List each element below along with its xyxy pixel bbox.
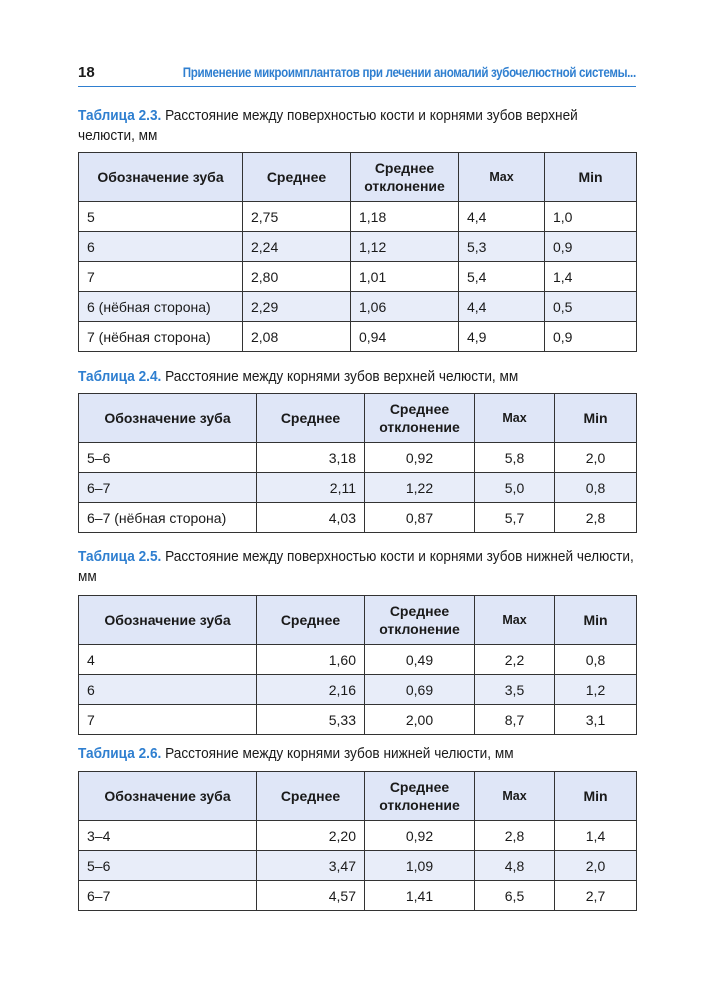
table-row xyxy=(79,705,637,735)
table-cell: 2,00 xyxy=(365,705,475,735)
table-row xyxy=(79,675,637,705)
column-header: Среднее отклонение xyxy=(365,772,475,821)
caption-text: Расстояние между корнями зубов нижней челюсти, мм xyxy=(165,746,514,762)
table-cell: 7 (нёбная сторона) xyxy=(79,322,243,352)
table-cell: 0,9 xyxy=(545,322,637,352)
table-cell: 1,01 xyxy=(351,262,459,292)
caption-number: Таблица 2.4. xyxy=(78,369,162,385)
column-header: Min xyxy=(555,394,637,443)
column-header: Обозначение зуба xyxy=(79,772,257,821)
column-header: Среднее xyxy=(257,394,365,443)
table-row xyxy=(79,232,637,262)
table-cell: 5,33 xyxy=(257,705,365,735)
table-cell: 0,92 xyxy=(365,821,475,851)
table-cell: 0,8 xyxy=(555,473,637,503)
table-2-6 xyxy=(78,771,637,911)
table-row xyxy=(79,851,637,881)
caption-number: Таблица 2.5. xyxy=(78,549,162,565)
table-2-6-caption xyxy=(78,744,636,764)
table-cell: 2,24 xyxy=(243,232,351,262)
table-cell: 0,87 xyxy=(365,503,475,533)
table-cell: 3,18 xyxy=(257,443,365,473)
table-cell: 2,2 xyxy=(475,645,555,675)
column-header: Max xyxy=(475,394,555,443)
column-header: Max xyxy=(475,596,555,645)
table-cell: 4,03 xyxy=(257,503,365,533)
table-cell: 5,0 xyxy=(475,473,555,503)
table-cell: 6 xyxy=(79,232,243,262)
table-cell: 0,9 xyxy=(545,232,637,262)
page-number: 18 xyxy=(78,64,95,81)
running-title: Применение микроимплантатов при лечении аномалий зубочелюстной системы... xyxy=(182,65,636,80)
table-cell: 3,1 xyxy=(555,705,637,735)
table-cell: 7 xyxy=(79,705,257,735)
table-row xyxy=(79,821,637,851)
table-row xyxy=(79,202,637,232)
table-cell: 1,4 xyxy=(545,262,637,292)
table-2-3 xyxy=(78,152,637,352)
caption-number: Таблица 2.6. xyxy=(78,746,162,762)
table-cell: 7 xyxy=(79,262,243,292)
table-cell: 4,57 xyxy=(257,881,365,911)
caption-number: Таблица 2.3. xyxy=(78,108,162,124)
table-header-row xyxy=(79,153,637,202)
column-header: Min xyxy=(555,772,637,821)
table-cell: 4,4 xyxy=(459,292,545,322)
table-cell: 4 xyxy=(79,645,257,675)
column-header: Среднее отклонение xyxy=(365,596,475,645)
table-cell: 2,75 xyxy=(243,202,351,232)
table-row xyxy=(79,645,637,675)
table-cell: 1,12 xyxy=(351,232,459,262)
table-cell: 2,0 xyxy=(555,851,637,881)
column-header: Max xyxy=(475,772,555,821)
table-cell: 5,8 xyxy=(475,443,555,473)
table-cell: 2,7 xyxy=(555,881,637,911)
table-cell: 2,08 xyxy=(243,322,351,352)
column-header: Среднее xyxy=(257,772,365,821)
column-header: Max xyxy=(459,153,545,202)
table-row xyxy=(79,292,637,322)
table-cell: 0,5 xyxy=(545,292,637,322)
table-cell: 1,4 xyxy=(555,821,637,851)
table-cell: 2,8 xyxy=(555,503,637,533)
table-cell: 2,0 xyxy=(555,443,637,473)
page-header xyxy=(78,62,636,88)
table-cell: 0,69 xyxy=(365,675,475,705)
column-header: Min xyxy=(555,596,637,645)
table-row xyxy=(79,503,637,533)
table-header-row xyxy=(79,772,637,821)
table-cell: 6,5 xyxy=(475,881,555,911)
table-cell: 0,92 xyxy=(365,443,475,473)
table-cell: 1,06 xyxy=(351,292,459,322)
column-header: Среднее отклонение xyxy=(365,394,475,443)
table-cell: 5–6 xyxy=(79,851,257,881)
table-cell: 2,80 xyxy=(243,262,351,292)
table-cell: 6 (нёбная сторона) xyxy=(79,292,243,322)
table-cell: 2,29 xyxy=(243,292,351,322)
caption-text: Расстояние между поверхностью кости и корнями зубов верхней челюсти, мм xyxy=(78,108,578,144)
table-header-row xyxy=(79,596,637,645)
column-header: Обозначение зуба xyxy=(79,596,257,645)
caption-text: Расстояние между поверхностью кости и корнями зубов нижней челюсти, мм xyxy=(78,549,634,585)
column-header: Обозначение зуба xyxy=(79,394,257,443)
table-cell: 1,60 xyxy=(257,645,365,675)
table-cell: 4,8 xyxy=(475,851,555,881)
table-cell: 5,7 xyxy=(475,503,555,533)
table-cell: 5 xyxy=(79,202,243,232)
table-cell: 3,47 xyxy=(257,851,365,881)
table-2-5 xyxy=(78,595,637,735)
header-rule xyxy=(78,86,636,87)
column-header: Среднее отклонение xyxy=(351,153,459,202)
table-cell: 1,09 xyxy=(365,851,475,881)
column-header: Обозначение зуба xyxy=(79,153,243,202)
column-header: Среднее xyxy=(257,596,365,645)
table-row xyxy=(79,881,637,911)
table-cell: 2,16 xyxy=(257,675,365,705)
table-cell: 2,11 xyxy=(257,473,365,503)
table-cell: 4,9 xyxy=(459,322,545,352)
caption-text: Расстояние между корнями зубов верхней челюсти, мм xyxy=(165,369,519,385)
table-cell: 2,20 xyxy=(257,821,365,851)
table-cell: 0,49 xyxy=(365,645,475,675)
table-cell: 6–7 xyxy=(79,473,257,503)
table-cell: 4,4 xyxy=(459,202,545,232)
table-cell: 6–7 xyxy=(79,881,257,911)
table-cell: 0,8 xyxy=(555,645,637,675)
table-cell: 1,0 xyxy=(545,202,637,232)
table-cell: 1,41 xyxy=(365,881,475,911)
table-cell: 2,8 xyxy=(475,821,555,851)
table-cell: 5,4 xyxy=(459,262,545,292)
table-cell: 1,18 xyxy=(351,202,459,232)
table-cell: 3,5 xyxy=(475,675,555,705)
table-row xyxy=(79,443,637,473)
table-cell: 0,94 xyxy=(351,322,459,352)
table-cell: 3–4 xyxy=(79,821,257,851)
table-cell: 1,2 xyxy=(555,675,637,705)
table-2-4-caption xyxy=(78,367,636,387)
table-cell: 5,3 xyxy=(459,232,545,262)
table-2-5-caption xyxy=(78,547,636,587)
table-cell: 6 xyxy=(79,675,257,705)
table-row xyxy=(79,473,637,503)
table-row xyxy=(79,322,637,352)
table-header-row xyxy=(79,394,637,443)
table-2-3-caption xyxy=(78,106,636,146)
table-cell: 1,22 xyxy=(365,473,475,503)
column-header: Среднее xyxy=(243,153,351,202)
table-2-4 xyxy=(78,393,637,533)
table-cell: 8,7 xyxy=(475,705,555,735)
table-cell: 5–6 xyxy=(79,443,257,473)
table-row xyxy=(79,262,637,292)
column-header: Min xyxy=(545,153,637,202)
table-cell: 6–7 (нёбная сторона) xyxy=(79,503,257,533)
